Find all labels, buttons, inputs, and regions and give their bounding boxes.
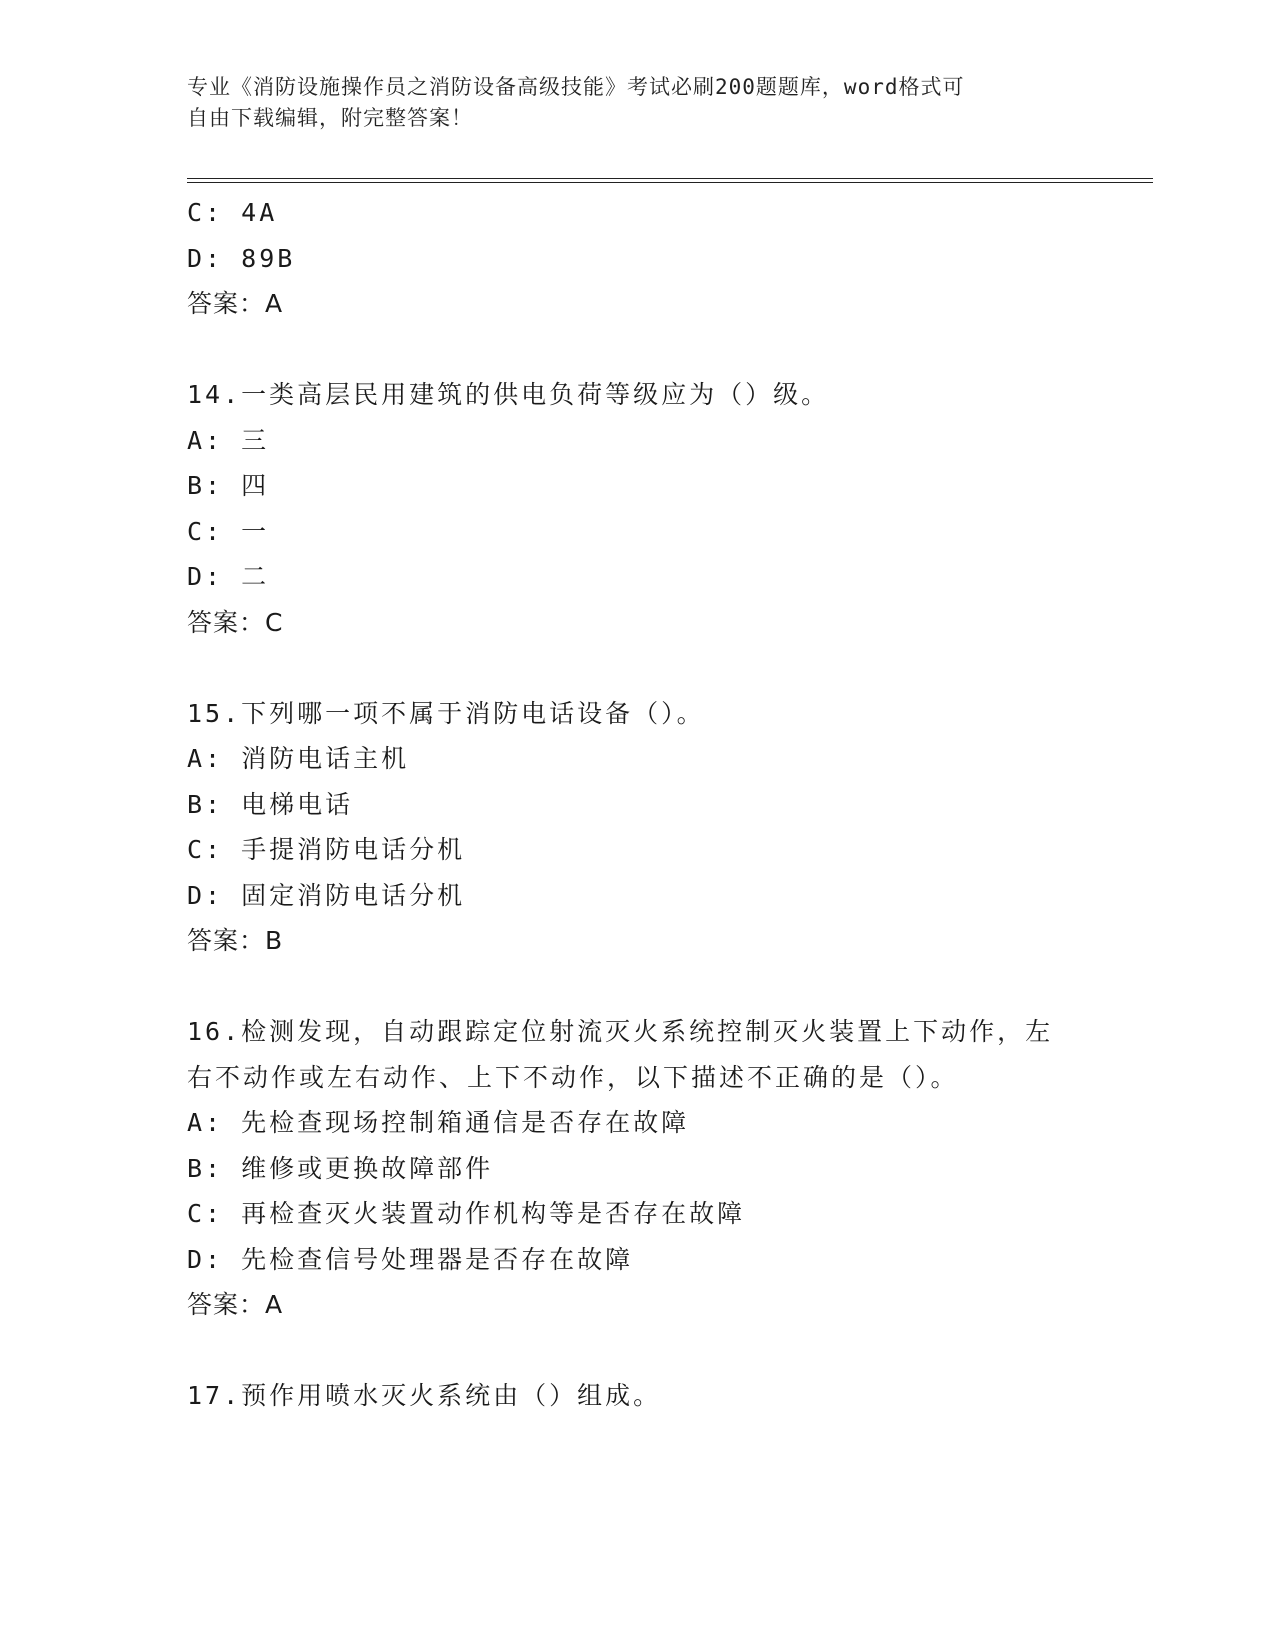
question-spacer (187, 645, 1087, 691)
question-spacer (187, 1328, 1087, 1374)
question-spacer (187, 964, 1087, 1010)
document-body (187, 190, 1087, 1419)
option-a: A: 三 (187, 425, 270, 455)
question-16 (187, 1009, 1087, 1328)
answer-line: 答案：A (187, 1290, 284, 1319)
header-divider-secondary (187, 182, 1153, 183)
question-15 (187, 691, 1087, 964)
option-b: B: 四 (187, 471, 270, 500)
option-c: C: 再检查灭火装置动作机构等是否存在故障 (187, 1199, 746, 1228)
option-d: D: 先检查信号处理器是否存在故障 (187, 1244, 634, 1274)
answer-line: 答案：A (187, 289, 284, 318)
question-stem: 15.下列哪一项不属于消防电话设备（）。 (187, 698, 705, 728)
option-d: D: 89B (187, 243, 296, 273)
question-spacer (187, 327, 1087, 373)
page-header (187, 72, 1087, 134)
question-17 (187, 1373, 1087, 1419)
option-b: B: 电梯电话 (187, 789, 354, 819)
header-divider (187, 178, 1153, 179)
header-title-line-2: 自由下载编辑，附完整答案！ (187, 106, 473, 130)
answer-line: 答案：C (187, 607, 284, 637)
question-stem-continued: 右不动作或左右动作、上下不动作，以下描述不正确的是（）。 (187, 1062, 959, 1092)
question-13-fragment (187, 190, 1087, 327)
option-b: B: 维修或更换故障部件 (187, 1153, 494, 1183)
question-14 (187, 372, 1087, 645)
answer-line: 答案：B (187, 926, 284, 955)
question-stem: 17.预作用喷水灭火系统由（）组成。 (187, 1381, 662, 1410)
option-d: D: 固定消防电话分机 (187, 880, 466, 910)
header-title-line-1: 专业《消防设施操作员之消防设备高级技能》考试必刷200题题库，word格式可 (187, 75, 965, 99)
option-c: C: 一 (187, 516, 270, 546)
question-stem: 14.一类高层民用建筑的供电负荷等级应为（）级。 (187, 380, 830, 409)
option-a: A: 先检查现场控制箱通信是否存在故障 (187, 1108, 690, 1137)
option-a: A: 消防电话主机 (187, 744, 410, 773)
option-c: C: 手提消防电话分机 (187, 835, 466, 864)
option-c: C: 4A (187, 198, 278, 227)
option-d: D: 二 (187, 562, 270, 591)
question-stem: 16.检测发现，自动跟踪定位射流灭火系统控制灭火装置上下动作，左 (187, 1017, 1054, 1046)
